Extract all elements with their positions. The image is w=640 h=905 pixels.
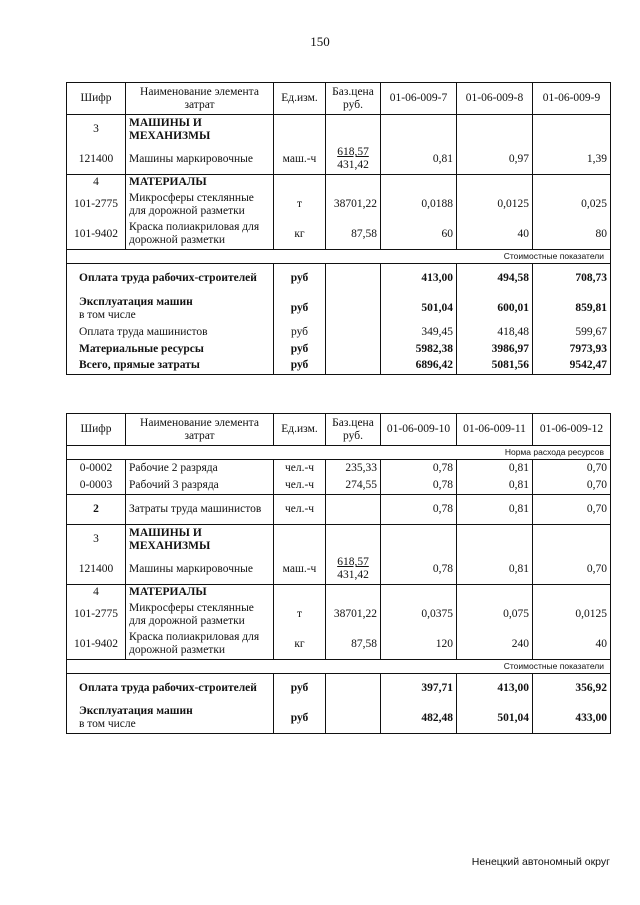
cell-v2: 0,075 [457, 600, 533, 630]
cost-subtitle: в том числе [79, 308, 136, 321]
cell-name: Краска полиакриловая для дорожной разметки [126, 220, 274, 250]
header-col1: 01-06-009-10 [381, 414, 457, 446]
cell-unit: кг [274, 630, 326, 660]
header-price: Баз.цена руб. [326, 414, 381, 446]
cell-price: 38701,22 [326, 190, 381, 220]
footer-region: Ненецкий автономный округ [471, 856, 610, 868]
cost-v3: 7973,93 [533, 341, 611, 358]
cell-name: Рабочий 3 разряда [126, 478, 274, 495]
cost-name: Оплата труда рабочих-строителей [67, 674, 274, 704]
header-name: Наименование элемента затрат [126, 83, 274, 115]
table-row [67, 220, 611, 250]
cell-unit: т [274, 190, 326, 220]
cost-name: Оплата труда машинистов [67, 324, 274, 341]
cell-name: Краска полиакриловая для дорожной разметки [126, 630, 274, 660]
cell-price: 274,55 [326, 478, 381, 495]
cost-name: Материальные ресурсы [67, 341, 274, 358]
cell-unit: чел.-ч [274, 478, 326, 495]
table-row [67, 495, 611, 525]
header-col2: 01-06-009-11 [457, 414, 533, 446]
cost-note: Стоимостные показатели [67, 660, 611, 674]
price-line-1: 618,57 [337, 556, 369, 569]
cell-code: 0-0003 [67, 478, 126, 495]
section-title: МАШИНЫ И МЕХАНИЗМЫ [126, 115, 274, 145]
cost-row [67, 341, 611, 358]
cell-code: 121400 [67, 555, 126, 585]
table-row [67, 555, 611, 585]
cost-v2: 413,00 [457, 674, 533, 704]
cost-v1: 482,48 [381, 704, 457, 734]
price-line-2: 431,42 [337, 569, 369, 582]
cell-name: Машины маркировочные [126, 555, 274, 585]
cost-v1: 349,45 [381, 324, 457, 341]
table-header-row [67, 83, 611, 115]
header-name: Наименование элемента затрат [126, 414, 274, 446]
cell-price: 87,58 [326, 220, 381, 250]
cost-unit: руб [274, 294, 326, 324]
cell-code: 121400 [67, 145, 126, 175]
section-code: 4 [67, 175, 126, 190]
cell-v3: 0,0125 [533, 600, 611, 630]
page-number: 150 [310, 34, 330, 49]
cell-name: Микросферы стеклянные для дорожной разметки [126, 600, 274, 630]
cost-row [67, 358, 611, 375]
note-row [67, 660, 611, 674]
cell-v3: 0,70 [533, 478, 611, 495]
cell-v1: 0,81 [381, 145, 457, 175]
cost-row [67, 264, 611, 294]
cost-v2: 418,48 [457, 324, 533, 341]
cost-v2: 501,04 [457, 704, 533, 734]
cell-v1: 120 [381, 630, 457, 660]
cell-v3: 0,70 [533, 495, 611, 525]
header-col3: 01-06-009-12 [533, 414, 611, 446]
cost-v1: 5982,38 [381, 341, 457, 358]
cost-v1: 397,71 [381, 674, 457, 704]
cost-unit: руб [274, 324, 326, 341]
cell-v2: 0,81 [457, 478, 533, 495]
cell-v2: 0,81 [457, 495, 533, 525]
note-row [67, 446, 611, 460]
section-row [67, 175, 611, 190]
cell-code: 2 [67, 495, 126, 525]
cost-subtitle: в том числе [79, 718, 136, 731]
cell-unit: чел.-ч [274, 495, 326, 525]
cell-v2: 0,81 [457, 460, 533, 478]
resource-table-1 [66, 82, 611, 375]
cost-unit: руб [274, 704, 326, 734]
cell-v2: 0,97 [457, 145, 533, 175]
cell-price [326, 555, 381, 585]
section-code: 4 [67, 585, 126, 600]
cell-code: 101-9402 [67, 630, 126, 660]
cost-v2: 494,58 [457, 264, 533, 294]
cost-v3: 859,81 [533, 294, 611, 324]
price-line-1: 618,57 [337, 146, 369, 159]
cost-unit: руб [274, 674, 326, 704]
section-title: МАШИНЫ И МЕХАНИЗМЫ [126, 525, 274, 555]
header-code: Шифр [67, 83, 126, 115]
cell-unit: маш.-ч [274, 555, 326, 585]
header-price: Баз.цена руб. [326, 83, 381, 115]
cell-v3: 1,39 [533, 145, 611, 175]
cell-name: Рабочие 2 разряда [126, 460, 274, 478]
norm-note: Норма расхода ресурсов [67, 446, 611, 460]
cost-row [67, 324, 611, 341]
header-col3: 01-06-009-9 [533, 83, 611, 115]
cost-v3: 708,73 [533, 264, 611, 294]
cost-name: Всего, прямые затраты [67, 358, 274, 375]
cost-name: Эксплуатация машин [79, 295, 193, 308]
cell-name: Микросферы стеклянные для дорожной разметки [126, 190, 274, 220]
note-row [67, 250, 611, 264]
section-row [67, 585, 611, 600]
section-row [67, 115, 611, 145]
cell-v2: 0,81 [457, 555, 533, 585]
cell-unit: маш.-ч [274, 145, 326, 175]
cost-note: Стоимостные показатели [67, 250, 611, 264]
cost-unit: руб [274, 264, 326, 294]
cost-v3: 356,92 [533, 674, 611, 704]
cell-code: 101-2775 [67, 190, 126, 220]
cell-v1: 0,78 [381, 555, 457, 585]
cell-name: Затраты труда машинистов [126, 495, 274, 525]
header-col2: 01-06-009-8 [457, 83, 533, 115]
cost-name: Оплата труда рабочих-строителей [67, 264, 274, 294]
cell-unit: т [274, 600, 326, 630]
table-header-row [67, 414, 611, 446]
cost-unit: руб [274, 341, 326, 358]
cell-v1: 0,78 [381, 460, 457, 478]
cell-v1: 0,0188 [381, 190, 457, 220]
cell-v1: 0,0375 [381, 600, 457, 630]
cell-v3: 0,70 [533, 460, 611, 478]
cell-v3: 0,025 [533, 190, 611, 220]
cell-code: 0-0002 [67, 460, 126, 478]
cell-code: 101-2775 [67, 600, 126, 630]
cost-v2: 3986,97 [457, 341, 533, 358]
cost-row [67, 294, 611, 324]
table-row [67, 630, 611, 660]
cell-v3: 40 [533, 630, 611, 660]
cost-v3: 9542,47 [533, 358, 611, 375]
cost-v2: 5081,56 [457, 358, 533, 375]
cell-v1: 0,78 [381, 478, 457, 495]
table-row [67, 145, 611, 175]
cost-name-cell [67, 704, 274, 734]
cost-v1: 501,04 [381, 294, 457, 324]
price-line-2: 431,42 [337, 159, 369, 172]
section-title: МАТЕРИАЛЫ [126, 585, 274, 600]
cell-unit: кг [274, 220, 326, 250]
section-code: 3 [67, 525, 126, 555]
cell-price: 38701,22 [326, 600, 381, 630]
cell-v1: 60 [381, 220, 457, 250]
cost-v3: 599,67 [533, 324, 611, 341]
cell-price [326, 145, 381, 175]
cost-name: Эксплуатация машин [79, 705, 193, 718]
cell-unit: чел.-ч [274, 460, 326, 478]
section-title: МАТЕРИАЛЫ [126, 175, 274, 190]
cost-unit: руб [274, 358, 326, 375]
table-row [67, 190, 611, 220]
cost-v1: 413,00 [381, 264, 457, 294]
section-row [67, 525, 611, 555]
cost-row [67, 674, 611, 704]
table-row [67, 478, 611, 495]
cell-v1: 0,78 [381, 495, 457, 525]
cell-name: Машины маркировочные [126, 145, 274, 175]
cell-v3: 0,70 [533, 555, 611, 585]
cost-name-cell [67, 294, 274, 324]
cell-code: 101-9402 [67, 220, 126, 250]
cell-price: 235,33 [326, 460, 381, 478]
cell-price: 87,58 [326, 630, 381, 660]
table-row [67, 600, 611, 630]
cost-v1: 6896,42 [381, 358, 457, 375]
header-unit: Ед.изм. [274, 414, 326, 446]
header-code: Шифр [67, 414, 126, 446]
cell-v2: 0,0125 [457, 190, 533, 220]
cost-v3: 433,00 [533, 704, 611, 734]
cost-v2: 600,01 [457, 294, 533, 324]
header-unit: Ед.изм. [274, 83, 326, 115]
cell-v3: 80 [533, 220, 611, 250]
cell-v2: 40 [457, 220, 533, 250]
resource-table-2 [66, 413, 611, 734]
section-code: 3 [67, 115, 126, 145]
header-col1: 01-06-009-7 [381, 83, 457, 115]
table-row [67, 460, 611, 478]
cost-row [67, 704, 611, 734]
cell-v2: 240 [457, 630, 533, 660]
